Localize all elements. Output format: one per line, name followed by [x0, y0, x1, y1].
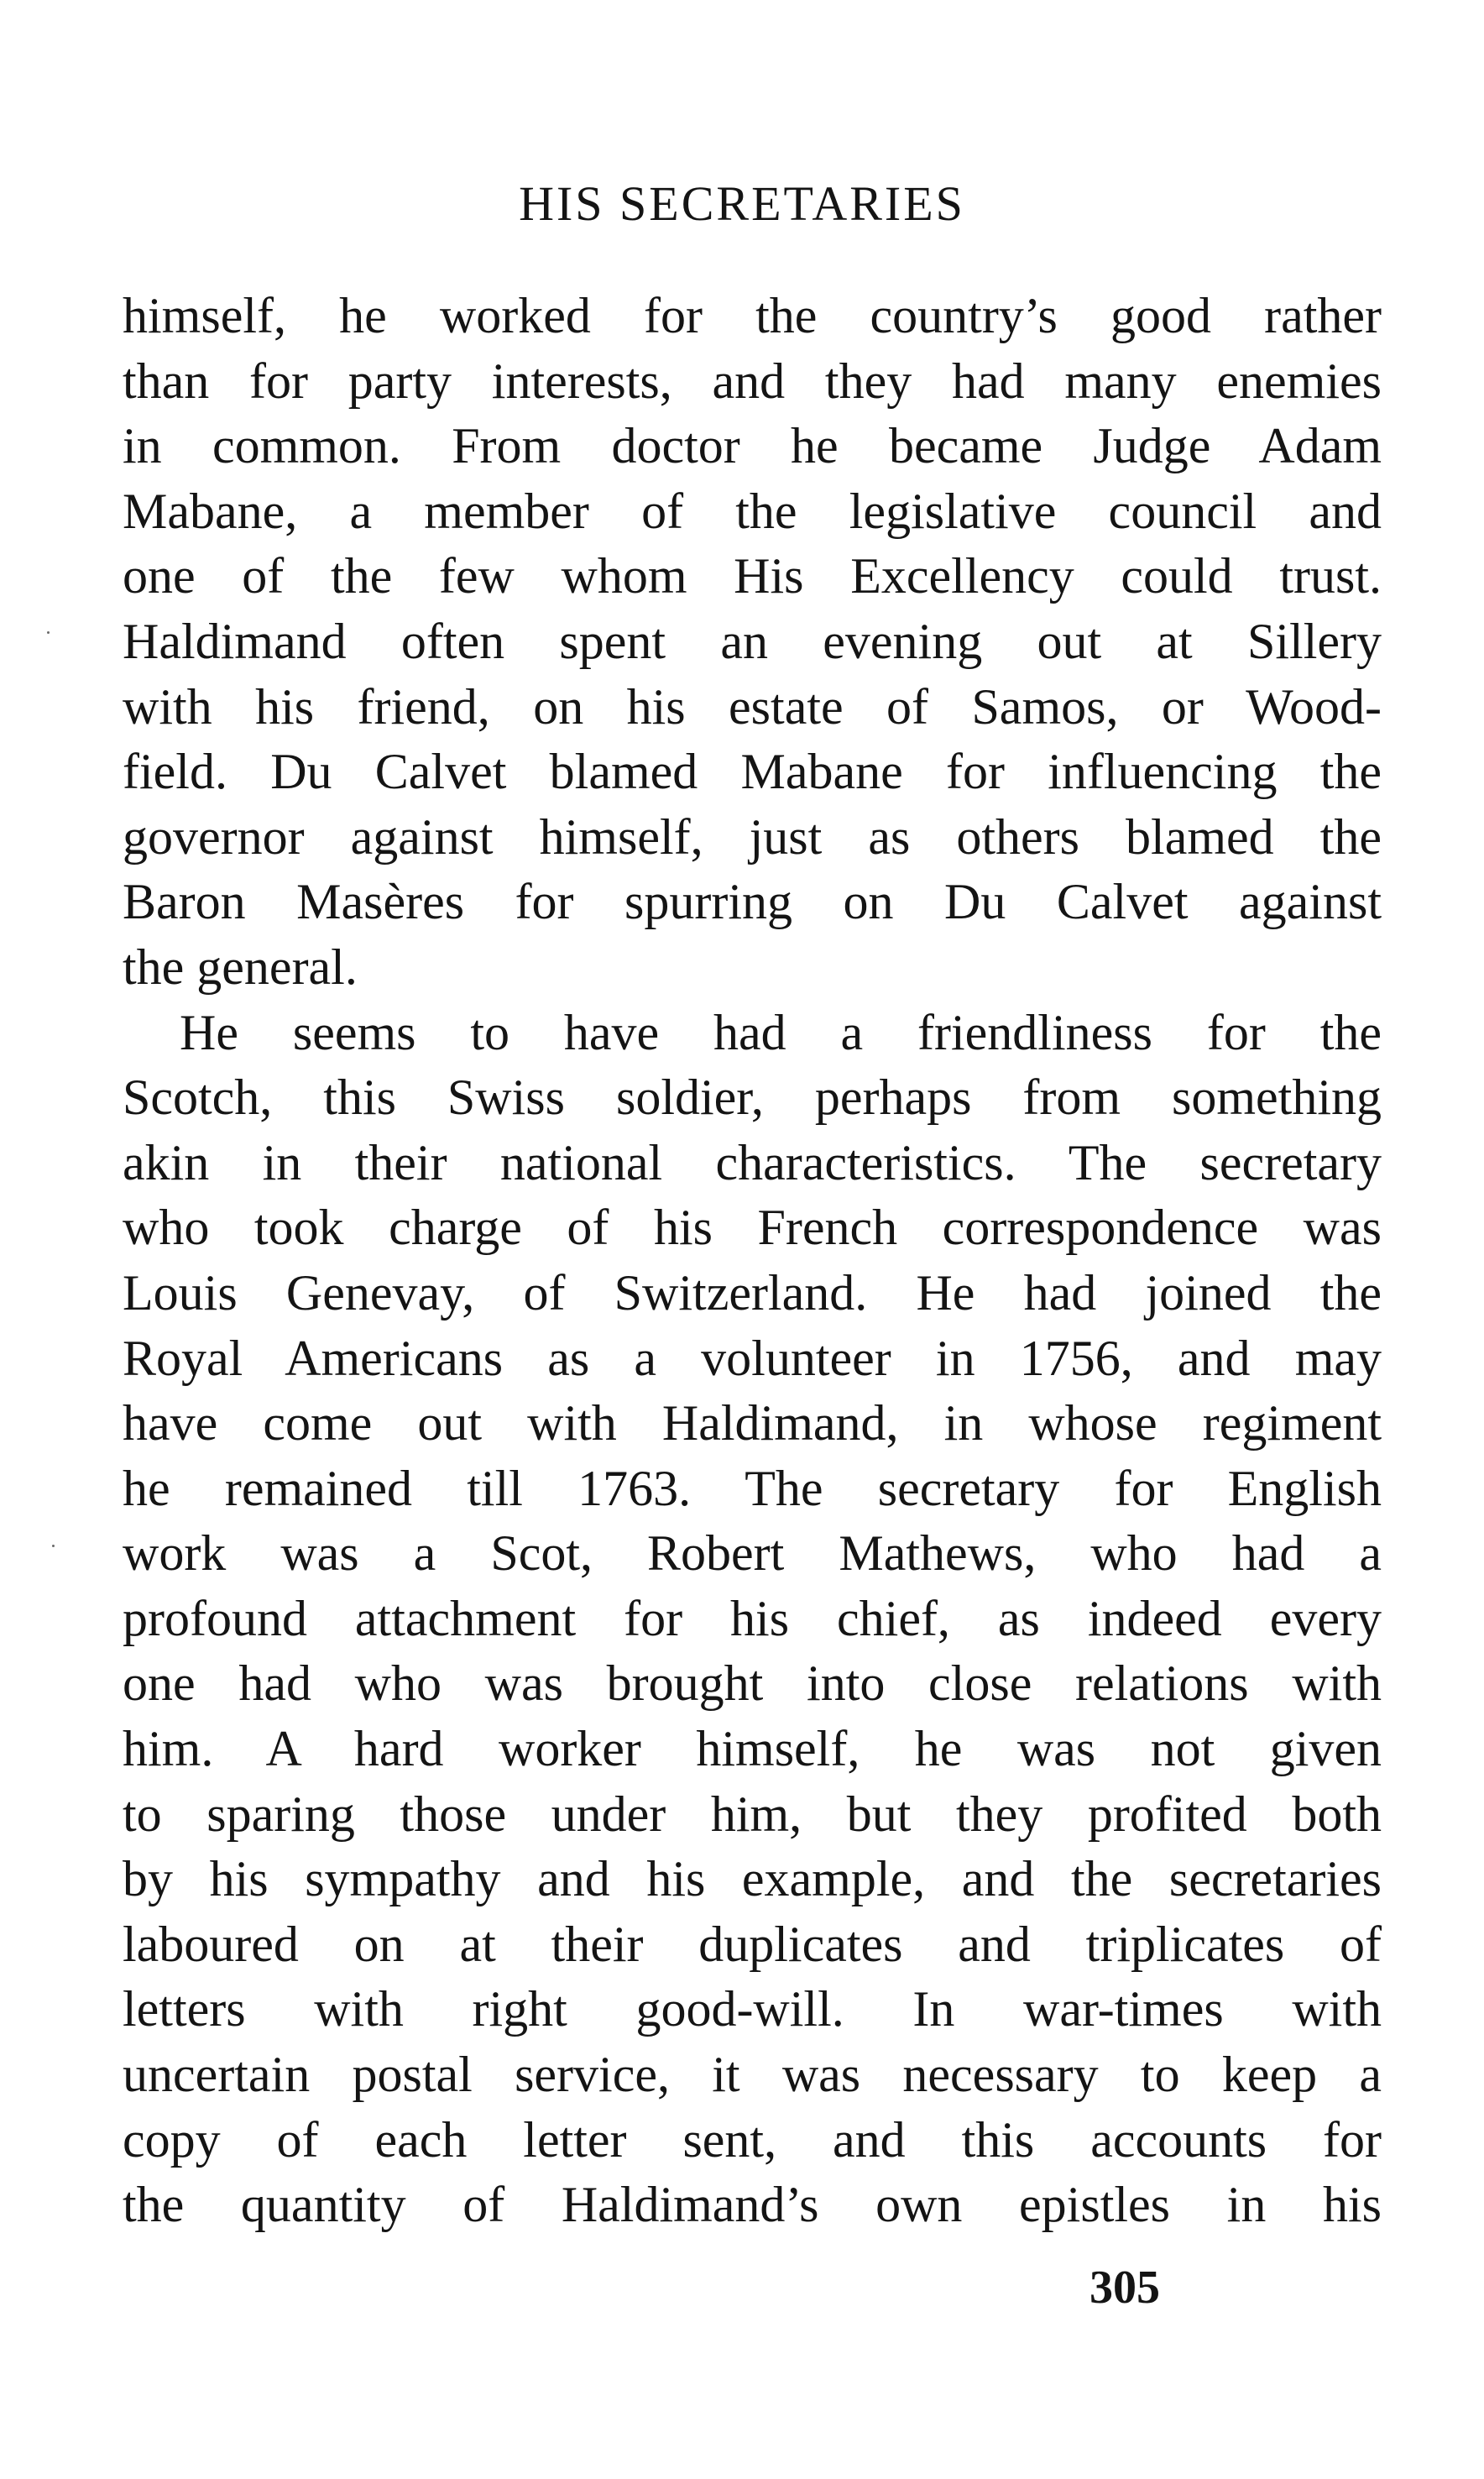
text-line: uncertain postal service, it was necessary to keep a — [123, 2047, 1382, 2103]
text-line: work was a Scot, Robert Mathews, who had a — [123, 1525, 1382, 1582]
text-line: Scotch, this Swiss soldier, perhaps from something — [123, 1070, 1382, 1126]
scan-speck — [52, 1545, 55, 1547]
text-line: the general. — [123, 939, 358, 995]
text-line: he remained till 1763. The secretary for English — [123, 1460, 1382, 1516]
body-text — [123, 284, 1382, 2238]
text-line: copy of each letter sent, and this accounts for — [123, 2111, 1382, 2168]
text-line: who took charge of his French correspondence was — [123, 1200, 1382, 1256]
text-line: to sparing those under him, but they profited both — [123, 1786, 1382, 1842]
text-line: Haldimand often spent an evening out at Sillery — [123, 613, 1382, 669]
text-line: with his friend, on his estate of Samos, or Wood- — [123, 678, 1382, 735]
scan-speck — [47, 631, 50, 634]
text-line: He seems to have had a friendliness for the — [180, 1004, 1382, 1060]
text-line: in common. From doctor he became Judge Adam — [123, 418, 1382, 474]
text-line: one of the few whom His Excellency could trust. — [123, 548, 1382, 604]
text-line: letters with right good-will. In war-times with — [123, 1981, 1382, 2037]
text-line: than for party interests, and they had many enemies — [123, 353, 1382, 409]
text-line: him. A hard worker himself, he was not given — [123, 1721, 1382, 1777]
text-line: Royal Americans as a volunteer in 1756, and may — [123, 1330, 1382, 1386]
running-head: HIS SECRETARIES — [519, 176, 965, 231]
text-line: governor against himself, just as others blamed the — [123, 808, 1382, 865]
text-line: Louis Genevay, of Switzerland. He had joined the — [123, 1264, 1382, 1321]
text-line: one had who was brought into close relations with — [123, 1655, 1382, 1712]
paragraph-1 — [123, 284, 1382, 1001]
text-line: the quantity of Haldimand’s own epistles in his — [123, 2177, 1382, 2233]
text-line: profound attachment for his chief, as indeed every — [123, 1590, 1382, 1646]
paragraph-2 — [123, 1001, 1382, 2238]
text-line: field. Du Calvet blamed Mabane for influencing the — [123, 744, 1382, 800]
text-line: Baron Masères for spurring on Du Calvet against — [123, 874, 1382, 930]
page-number: 305 — [1089, 2262, 1160, 2314]
text-line: laboured on at their duplicates and triplicates of — [123, 1916, 1382, 1972]
text-line: akin in their national characteristics. The secretary — [123, 1134, 1382, 1190]
text-line: himself, he worked for the country’s good rather — [123, 288, 1382, 343]
text-line: Mabane, a member of the legislative council and — [123, 483, 1382, 539]
text-line: by his sympathy and his example, and the secretaries — [123, 1851, 1382, 1907]
text-line: have come out with Haldimand, in whose regiment — [123, 1395, 1382, 1451]
